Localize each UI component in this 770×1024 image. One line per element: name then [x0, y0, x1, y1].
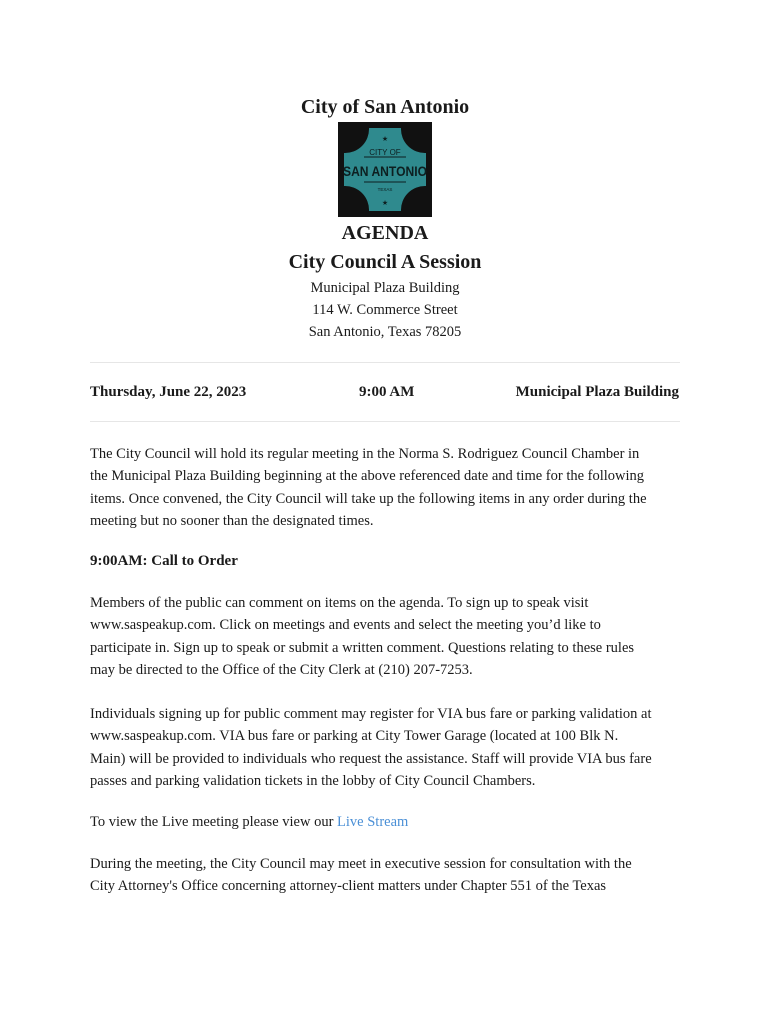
address-city: San Antonio, Texas 78205 [308, 324, 462, 340]
address-street: 114 W. Commerce Street [312, 302, 458, 318]
live-stream-text: To view the Live meeting please view our [90, 814, 338, 830]
meeting-date: Thursday, June 22, 2023 [90, 384, 247, 400]
org-title: City of San Antonio [300, 96, 470, 118]
public-comment-paragraph [90, 592, 682, 681]
logo-line-top: CITY OF [369, 148, 401, 157]
text-line: items. Once convened, the City Council will take up the following items in any order during the [90, 490, 647, 507]
transport-paragraph [90, 703, 682, 792]
text-line: the Municipal Plaza Building beginning at the above referenced date and time for the following [90, 468, 645, 485]
text-line: www.saspeakup.com. Click on meetings and events and select the meeting you’d like to [90, 617, 601, 634]
text-line: www.saspeakup.com. VIA bus fare or parking at City Tower Garage (located at 100 Blk N. [90, 728, 619, 745]
text-line: Individuals signing up for public comment may register for VIA bus fare or parking validation at [90, 706, 652, 722]
live-stream-paragraph [90, 811, 682, 833]
text-line: During the meeting, the City Council may meet in executive session for consultation with the [90, 856, 632, 872]
logo-line-bottom: TEXAS [377, 187, 393, 192]
divider [90, 362, 680, 363]
text-line: may be directed to the Office of the City Clerk at (210) 207-7253. [90, 661, 473, 678]
text-line: Members of the public can comment on items on the agenda. To sign up to speak visit [90, 595, 589, 611]
text-line: Main) will be provided to individuals who request the assistance. Staff will provide VIA bus fare [90, 750, 652, 767]
live-stream-link[interactable]: Live Stream [337, 814, 409, 830]
address-building: Municipal Plaza Building [310, 280, 460, 296]
logo-line-main: SAN ANTONIO [343, 164, 427, 179]
meeting-location: Municipal Plaza Building [515, 384, 679, 400]
text-line: City Attorney's Office concerning attorney-client matters under Chapter 551 of the Texas [90, 878, 607, 895]
text-line: meeting but no sooner than the designated times. [90, 512, 374, 529]
session-title: City Council A Session [288, 251, 482, 273]
meeting-time: 9:00 AM [359, 384, 415, 400]
text-line: participate in. Sign up to speak or submit a written comment. Questions relating to these rules [90, 639, 635, 656]
text-line: passes and parking validation tickets in the lobby of City Council Chambers. [90, 772, 536, 789]
divider [90, 421, 680, 422]
star-icon: ★ [381, 135, 389, 143]
text-line: The City Council will hold its regular meeting in the Norma S. Rodriguez Council Chamber in [90, 446, 640, 462]
city-seal-logo [338, 122, 432, 217]
agenda-heading: AGENDA [341, 222, 429, 244]
star-icon: ★ [381, 199, 389, 207]
executive-session-paragraph [90, 853, 682, 898]
intro-paragraph [90, 443, 682, 532]
call-to-order-heading: 9:00AM: Call to Order [90, 553, 238, 569]
